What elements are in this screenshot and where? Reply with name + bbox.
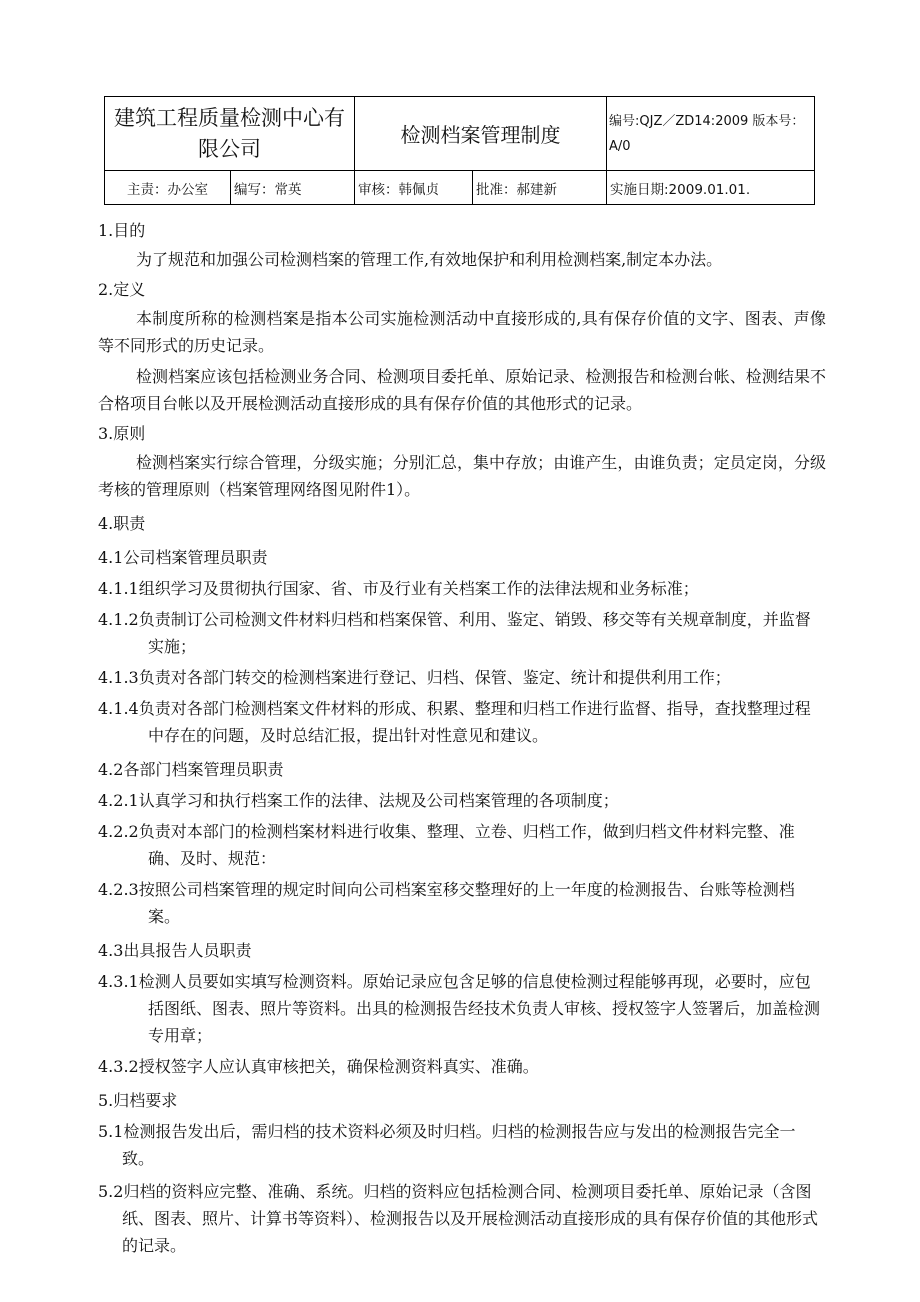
subsection-dept-admin: 4.2各部门档案管理员职责 — [98, 760, 284, 779]
list-item: 4.2.3按照公司档案管理的规定时间向公司档案室移交整理好的上一年度的检测报告、台账等检测档案。 — [98, 880, 795, 926]
subsection-reporters: 4.3出具报告人员职责 — [98, 941, 252, 960]
list-item: 5.2归档的资料应完整、准确、系统。归档的资料应包括检测合同、检测项目委托单、原始记录（含图纸、图表、照片、计算书等资料）、检测报告以及开展检测活动直接形成的具有保存价值的其他形式的记录。 — [98, 1182, 819, 1255]
section-heading-principle: 3.原则 — [98, 424, 146, 443]
reviewer-cell: 审核：韩佩贞 — [355, 171, 473, 205]
approver-cell: 批准：郝建新 — [473, 171, 607, 205]
document-title: 检测档案管理制度 — [355, 97, 607, 171]
effective-date-cell: 实施日期:2009.01.01. — [607, 171, 815, 205]
list-item: 4.1.3负责对各部门转交的检测档案进行登记、归档、保管、鉴定、统计和提供利用工作； — [98, 668, 731, 687]
definition-paragraph-2: 检测档案应该包括检测业务合同、检测项目委托单、原始记录、检测报告和检测台帐、检测结果不合格项目台帐以及开展检测活动直接形成的具有保存价值的其他形式的记录。 — [98, 367, 826, 413]
document-code: 编号:QJZ／ZD14:2009 版本号：A/0 — [607, 97, 815, 171]
owner-cell: 主责：办公室 — [105, 171, 231, 205]
list-item: 4.1.2负责制订公司检测文件材料归档和档案保管、利用、鉴定、销毁、移交等有关规章制度，并监督实施； — [98, 610, 811, 656]
list-item: 4.1.4负责对各部门检测档案文件材料的形成、积累、整理和归档工作进行监督、指导，查找整理过程中存在的问题，及时总结汇报，提出针对性意见和建议。 — [98, 699, 811, 745]
list-item: 5.1检测报告发出后，需归档的技术资料必须及时归档。归档的检测报告应与发出的检测报告完全一致。 — [98, 1122, 796, 1168]
company-name: 建筑工程质量检测中心有限公司 — [105, 97, 355, 171]
list-item: 4.1.1组织学习及贯彻执行国家、省、市及行业有关档案工作的法律法规和业务标准； — [98, 579, 699, 598]
section-heading-definition: 2.定义 — [98, 280, 146, 299]
list-item: 4.3.2授权签字人应认真审核把关，确保检测资料真实、准确。 — [98, 1057, 539, 1076]
list-item: 4.2.2负责对本部门的检测档案材料进行收集、整理、立卷、归档工作，做到归档文件材料完整、准确、及时、规范： — [98, 822, 795, 868]
section-heading-purpose: 1.目的 — [98, 221, 146, 240]
principle-paragraph: 检测档案实行综合管理，分级实施；分别汇总，集中存放；由谁产生，由谁负责；定员定岗，分级考核的管理原则（档案管理网络图见附件1）。 — [98, 453, 826, 499]
header-table — [104, 96, 815, 205]
section-heading-duties: 4.职责 — [98, 514, 146, 533]
purpose-paragraph: 为了规范和加强公司检测档案的管理工作,有效地保护和利用检测档案,制定本办法。 — [136, 250, 723, 269]
author-cell: 编写：常英 — [231, 171, 355, 205]
document-body — [98, 214, 826, 1265]
list-item: 4.2.1认真学习和执行档案工作的法律、法规及公司档案管理的各项制度； — [98, 791, 619, 810]
section-heading-filing: 5.归档要求 — [98, 1091, 178, 1110]
definition-paragraph-1: 本制度所称的检测档案是指本公司实施检测活动中直接形成的,具有保存价值的文字、图表、声像等不同形式的历史记录。 — [98, 309, 826, 355]
list-item: 4.3.1检测人员要如实填写检测资料。原始记录应包含足够的信息使检测过程能够再现，必要时，应包括图纸、图表、照片等资料。出具的检测报告经技术负责人审核、授权签字人签署后，加盖检测专用章； — [98, 972, 821, 1045]
subsection-company-admin: 4.1公司档案管理员职责 — [98, 548, 268, 567]
